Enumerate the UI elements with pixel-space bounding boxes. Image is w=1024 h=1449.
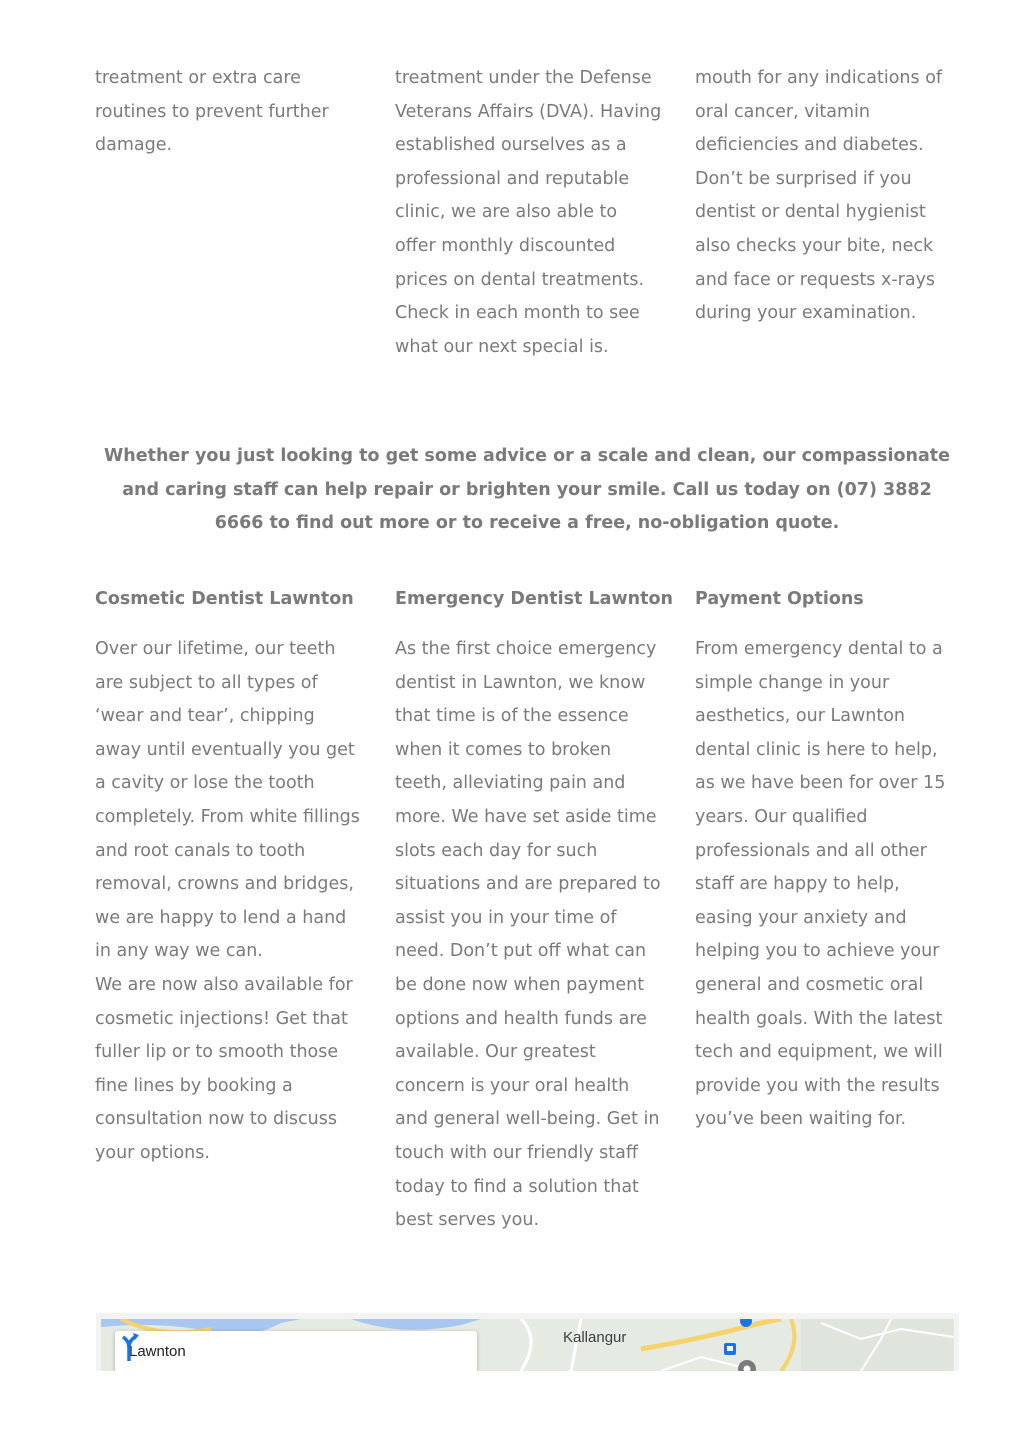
google-map[interactable] bbox=[101, 1319, 954, 1371]
payment-options-body bbox=[695, 633, 957, 1137]
emergency-dentist-heading: Emergency Dentist Lawnton bbox=[395, 589, 673, 609]
place-title: Lawnton bbox=[129, 1343, 186, 1360]
cosmetic-dentist-heading: Cosmetic Dentist Lawnton bbox=[95, 589, 354, 609]
intro-text-2: treatment under the Defense Veterans Affairs (DVA). Having established ourselves as a professional and reputable clinic, we are also able to offer monthly discounted prices on dental treatments. Check in each month to see what our next special is. bbox=[395, 68, 662, 357]
cosmetic-paragraph-2: We are now also available for cosmetic injections! Get that fuller lip or to smooth those fine lines by booking a consultation now to discuss your options. bbox=[95, 974, 353, 1163]
intro-text-1: treatment or extra care routines to prevent further damage. bbox=[95, 68, 329, 156]
directions-icon[interactable] bbox=[115, 1331, 143, 1361]
map-area-label: Kallangur bbox=[563, 1329, 627, 1346]
intro-column-2 bbox=[395, 62, 663, 364]
intro-text-3: mouth for any indications of oral cancer, vitamin deficiencies and diabetes. Don’t be surprised if you dentist or dental hygienist also checks your bite, neck and face or requests x-rays during your examination. bbox=[695, 68, 943, 324]
cosmetic-dentist-body bbox=[95, 633, 363, 1171]
intro-column-3 bbox=[695, 62, 963, 331]
payment-options-heading: Payment Options bbox=[695, 589, 864, 609]
map-embed-frame bbox=[96, 1313, 959, 1371]
place-info-card bbox=[115, 1331, 477, 1371]
emergency-dentist-body bbox=[395, 633, 663, 1238]
cosmetic-paragraph-1: Over our lifetime, our teeth are subject to all types of ‘wear and tear’, chipping away until eventually you get a cavity or lose the tooth completely. From white fillings and root canals to tooth removal, crowns and bridges, we are happy to lend a hand in any way we can. bbox=[95, 639, 360, 962]
intro-column-1 bbox=[95, 62, 363, 163]
emergency-paragraph-1: As the first choice emergency dentist in Lawnton, we know that time is of the essence when it comes to broken teeth, alleviating pain and more. We have set aside time slots each day for such situations and are prepared to assist you in your time of need. Don’t put off what can be done now when payment options and health funds are available. Our greatest concern is your oral health and general well-being. Get in touch with our friendly staff today to find a solution that best serves you. bbox=[395, 639, 661, 1231]
call-to-action-text: Whether you just looking to get some advice or a scale and clean, our compassionate and caring staff can help repair or brighten your smile. Call us today on (07) 3882 6666 to find out more or to receive a free, no-obligation quote. bbox=[103, 446, 951, 534]
payment-paragraph-1: From emergency dental to a simple change in your aesthetics, our Lawnton dental clinic is here to help, as we have been for over 15 years. Our qualified professionals and all other staff are happy to help, easing your anxiety and helping you to achieve your general and cosmetic oral health goals. With the latest tech and equipment, we will provide you with the results you’ve been waiting for. bbox=[695, 639, 946, 1130]
